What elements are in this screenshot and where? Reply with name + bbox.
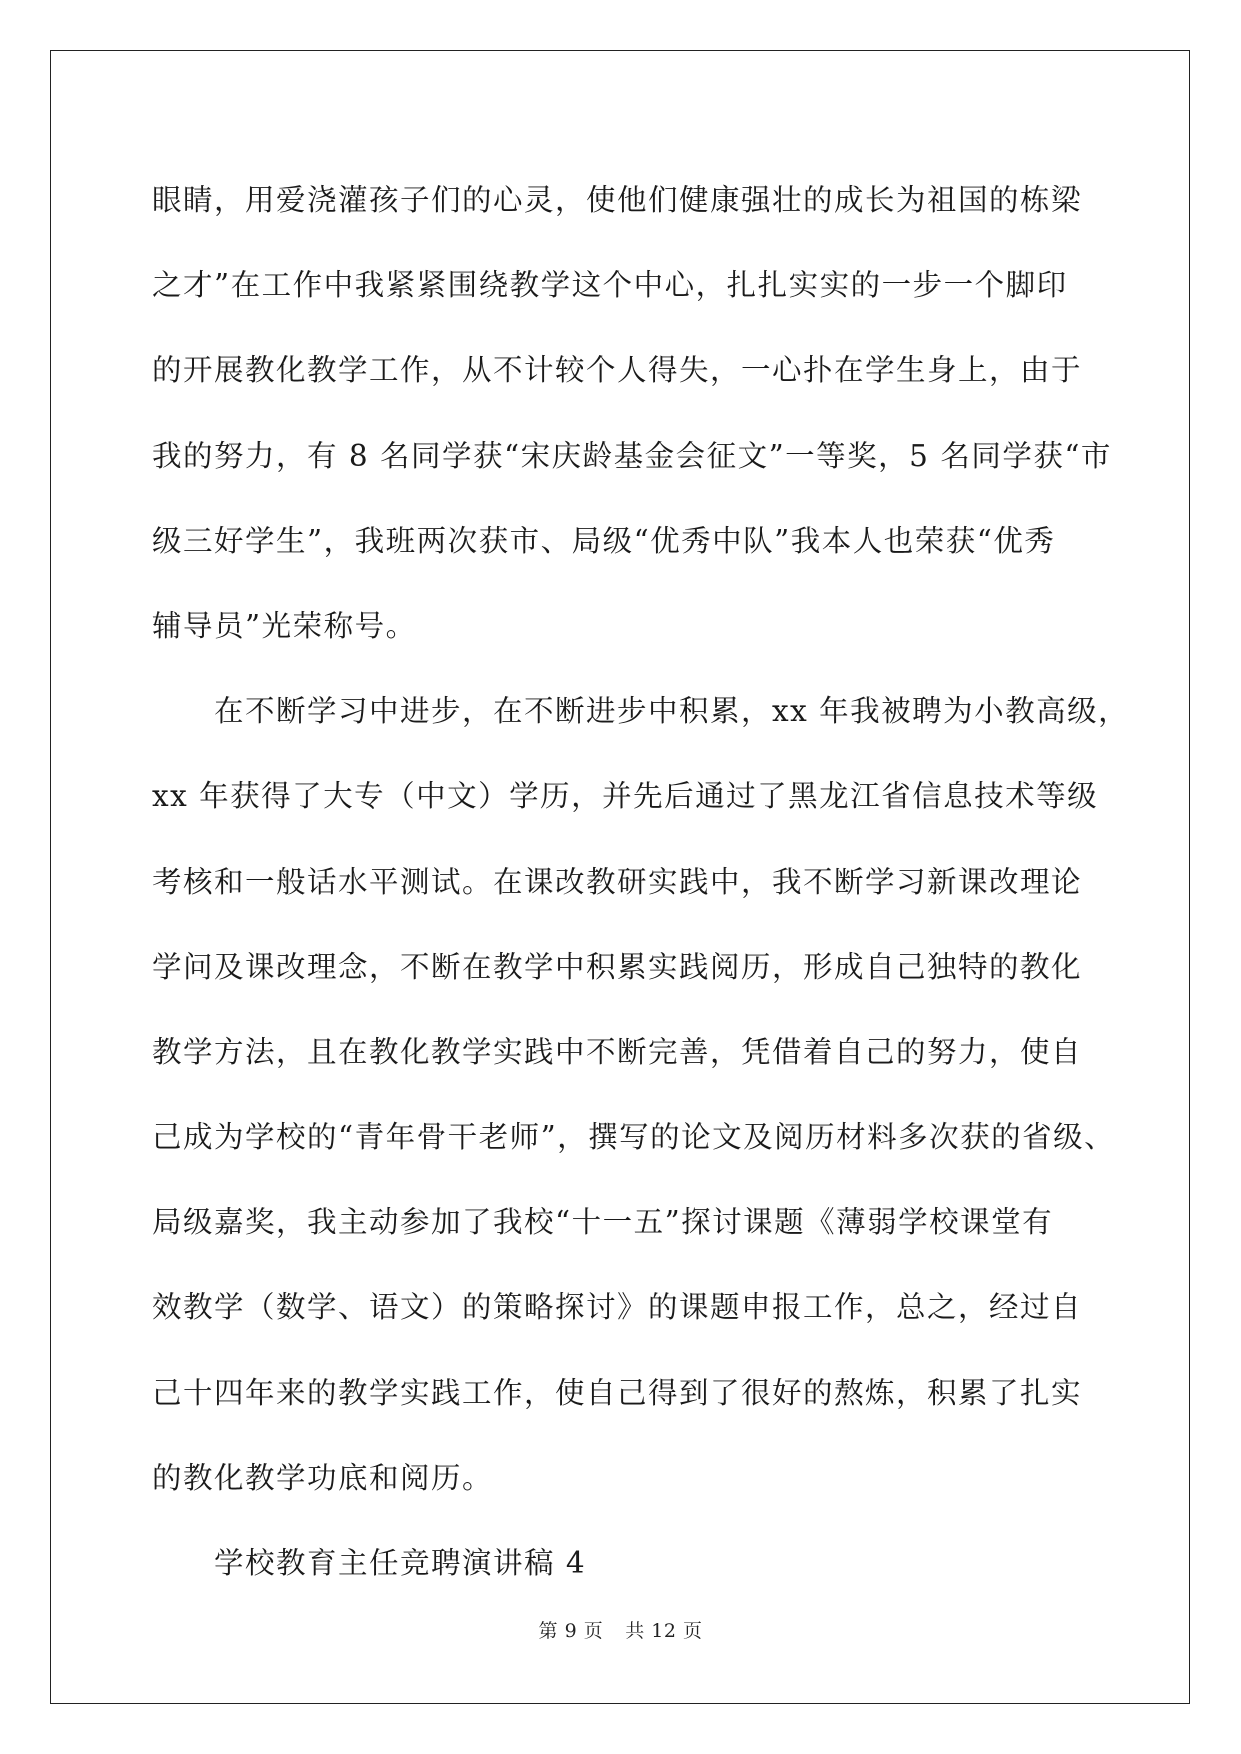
text-line: xx 年获得了大专（中文）学历，并先后通过了黑龙江省信息技术等级	[152, 779, 1099, 814]
page-footer	[0, 1616, 1241, 1643]
paragraph-start-line: 在不断学习中进步，在不断进步中积累，xx 年我被聘为小教高级，	[214, 694, 1130, 729]
text-line: 级三好学生”，我班两次获市、局级“优秀中队”我本人也荣获“优秀	[152, 523, 1056, 558]
text-line: 教学方法，且在教化教学实践中不断完善，凭借着自己的努力，使自	[152, 1034, 1083, 1069]
text-line: 之才”在工作中我紧紧围绕教学这个中心，扎扎实实的一步一个脚印	[152, 268, 1068, 303]
text-line: 的教化教学功底和阅历。	[152, 1460, 494, 1495]
text-line: 辅导员”光荣称号。	[152, 608, 417, 643]
page-total: 共 12 页	[625, 1620, 703, 1642]
text-line: 眼睛，用爱浇灌孩子们的心灵，使他们健康强壮的成长为祖国的栋梁	[152, 183, 1083, 217]
text-line: 学问及课改理念，不断在教学中积累实践阅历，形成自己独特的教化	[152, 949, 1083, 984]
text-line: 效教学（数学、语文）的策略探讨》的课题申报工作，总之，经过自	[152, 1290, 1083, 1325]
text-line: 的开展教化教学工作，从不计较个人得失，一心扑在学生身上，由于	[152, 353, 1083, 388]
document-body	[152, 158, 1130, 1606]
text-line: 我的努力，有 8 名同学获“宋庆龄基金会征文”一等奖，5 名同学获“市	[152, 438, 1112, 473]
text-line: 己十四年来的教学实践工作，使自己得到了很好的熬炼，积累了扎实	[152, 1375, 1083, 1410]
text-line: 己成为学校的“青年骨干老师”，撰写的论文及阅历材料多次获的省级、	[152, 1120, 1116, 1155]
section-heading: 学校教育主任竞聘演讲稿 4	[214, 1546, 587, 1580]
text-line: 局级嘉奖，我主动参加了我校“十一五”探讨课题《薄弱学校课堂有	[152, 1205, 1054, 1240]
page-number: 第 9 页	[538, 1620, 604, 1642]
text-line: 考核和一般话水平测试。在课改教研实践中，我不断学习新课改理论	[152, 864, 1083, 899]
